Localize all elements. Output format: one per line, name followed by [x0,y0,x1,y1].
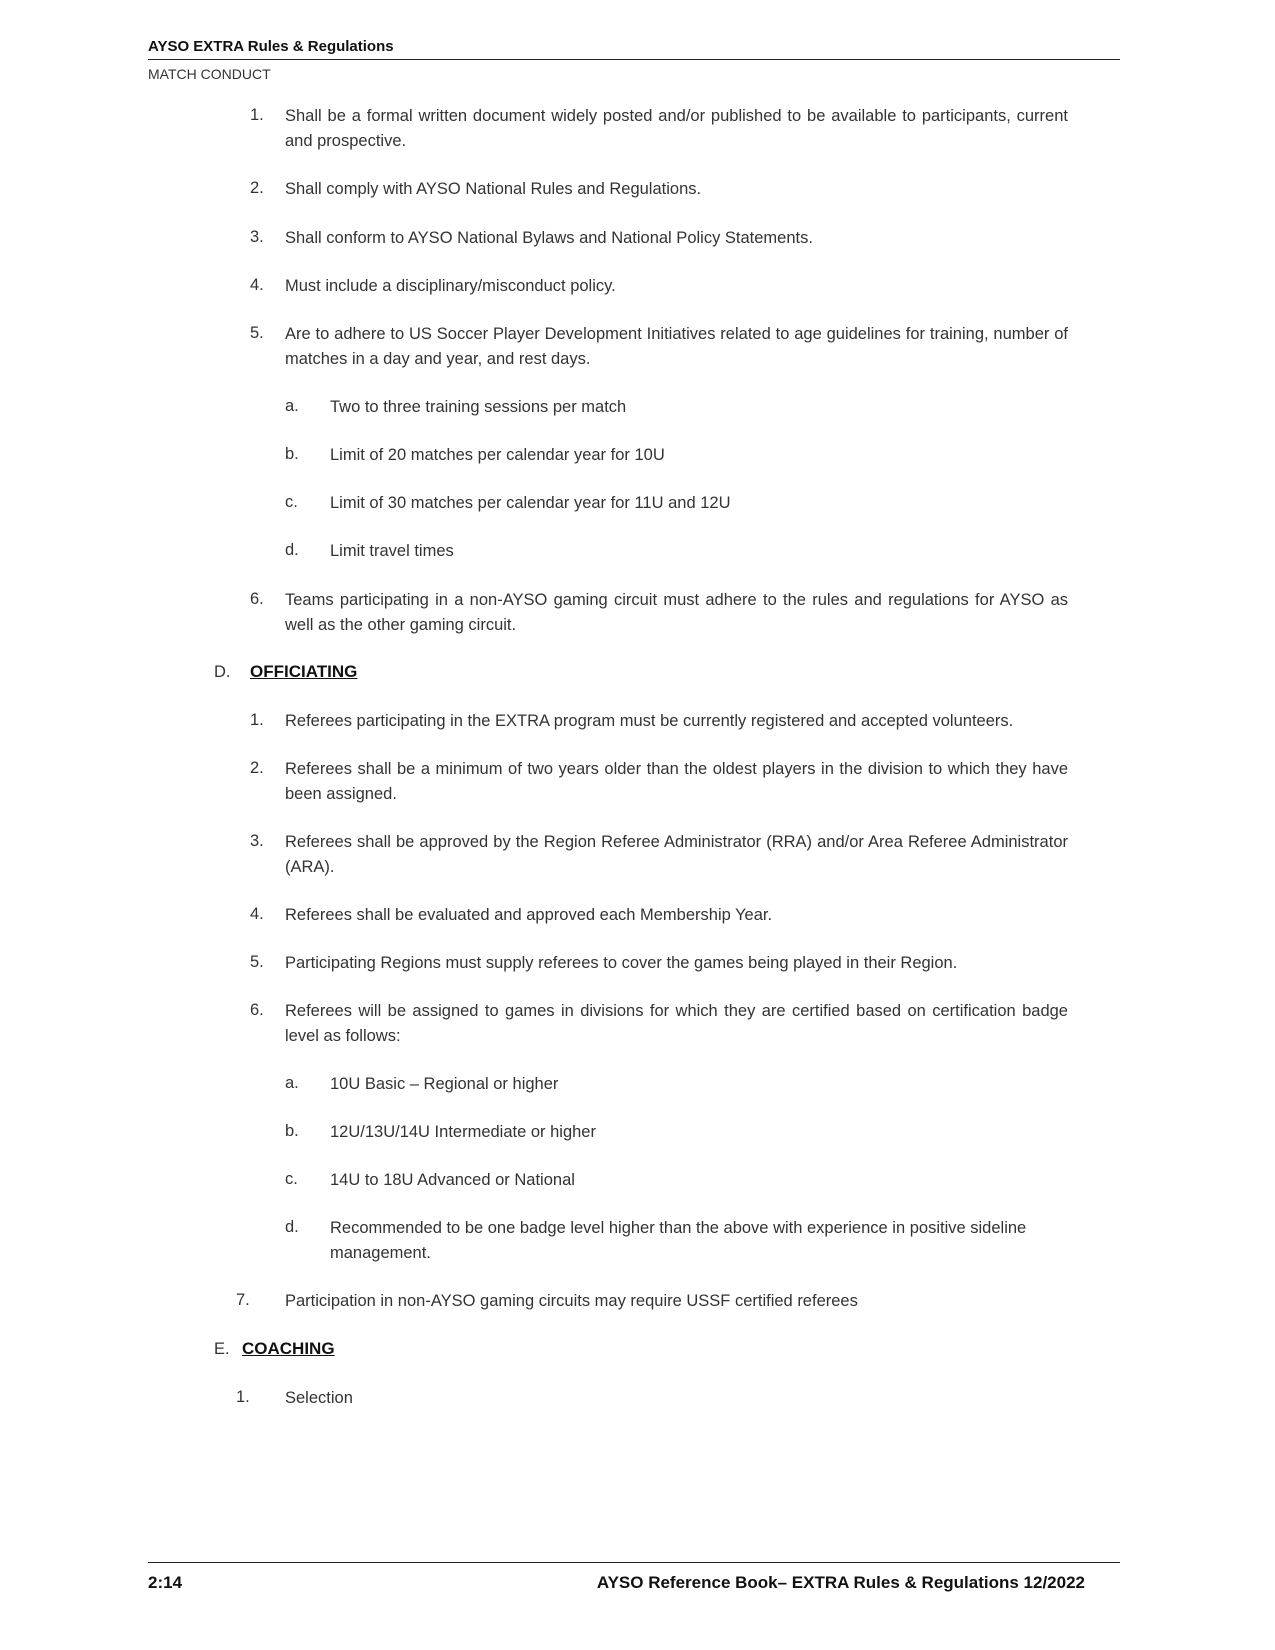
sublist-item-letter: b. [285,445,299,463]
section-heading-officiating: OFFICIATING [250,662,358,681]
footer-title: AYSO Reference Book– EXTRA Rules & Regulations 12/2022 [596,1573,1085,1592]
sublist-item-text: Limit travel times [330,542,454,560]
sublist-item-text: 10U Basic – Regional or higher [330,1075,559,1093]
list-item-number: 4. [250,276,264,294]
sublist-item-letter: c. [285,493,298,511]
list-item-number: 1. [250,106,264,124]
section-header-subtitle: MATCH CONDUCT [148,66,271,82]
list-item-text: Referees shall be approved by the Region Referee Administrator (RRA) and/or Area Referee Administrator (ARA). [285,833,1068,876]
list-item-number: 6. [250,1001,264,1019]
sublist-item-text: Recommended to be one badge level higher than the above with experience in positive sideline management. [330,1219,1027,1262]
section-letter: D. [214,663,231,681]
list-item-number: 7. [236,1291,250,1309]
list-item-text: Shall conform to AYSO National Bylaws and National Policy Statements. [285,229,813,247]
sublist-item-letter: d. [285,1218,299,1236]
list-item-text: Referees shall be a minimum of two years older than the oldest players in the division to which they have been assigned. [285,760,1068,803]
list-item-number: 1. [250,711,264,729]
list-item-text: Referees shall be evaluated and approved each Membership Year. [285,906,773,924]
list-item-number: 2. [250,179,264,197]
list-item-text: Must include a disciplinary/misconduct policy. [285,277,616,295]
sublist-item-text: 12U/13U/14U Intermediate or higher [330,1123,596,1141]
document-header-title: AYSO EXTRA Rules & Regulations [148,38,394,55]
list-item-number: 3. [250,832,264,850]
list-item-text: Selection [285,1389,353,1407]
list-item-text: Are to adhere to US Soccer Player Development Initiatives related to age guidelines for training, number of matches in a day and year, and rest days. [285,325,1068,368]
sublist-item-text: 14U to 18U Advanced or National [330,1171,575,1189]
sublist-item-letter: b. [285,1122,299,1140]
list-item-text: Referees will be assigned to games in divisions for which they are certified based on certification badge level as follows: [285,1002,1068,1045]
list-item-number: 1. [236,1388,250,1406]
list-item-text: Referees participating in the EXTRA program must be currently registered and accepted volunteers. [285,712,1014,730]
list-item-number: 2. [250,759,264,777]
header-divider [148,59,1120,60]
sublist-item-letter: a. [285,1074,299,1092]
list-item-text: Participating Regions must supply referees to cover the games being played in their Region. [285,954,958,972]
section-heading-coaching: COACHING [242,1339,335,1358]
list-item-number: 4. [250,905,264,923]
list-item-text: Shall comply with AYSO National Rules and Regulations. [285,180,702,198]
section-letter: E. [214,1340,230,1358]
list-item-number: 5. [250,324,264,342]
sublist-item-text: Limit of 20 matches per calendar year for 10U [330,446,665,464]
list-item-number: 6. [250,590,264,608]
sublist-item-letter: d. [285,541,299,559]
list-item-text: Participation in non-AYSO gaming circuits may require USSF certified referees [285,1292,858,1310]
footer-divider [148,1562,1120,1563]
sublist-item-text: Limit of 30 matches per calendar year for 11U and 12U [330,494,731,512]
list-item-text: Teams participating in a non-AYSO gaming circuit must adhere to the rules and regulations for AYSO as well as the other gaming circuit. [285,591,1068,634]
list-item-text: Shall be a formal written document widely posted and/or published to be available to participants, current and prospective. [285,107,1068,150]
sublist-item-text: Two to three training sessions per match [330,398,627,416]
sublist-item-letter: a. [285,397,299,415]
page-number: 2:14 [148,1573,183,1592]
list-item-number: 3. [250,228,264,246]
sublist-item-letter: c. [285,1170,298,1188]
list-item-number: 5. [250,953,264,971]
